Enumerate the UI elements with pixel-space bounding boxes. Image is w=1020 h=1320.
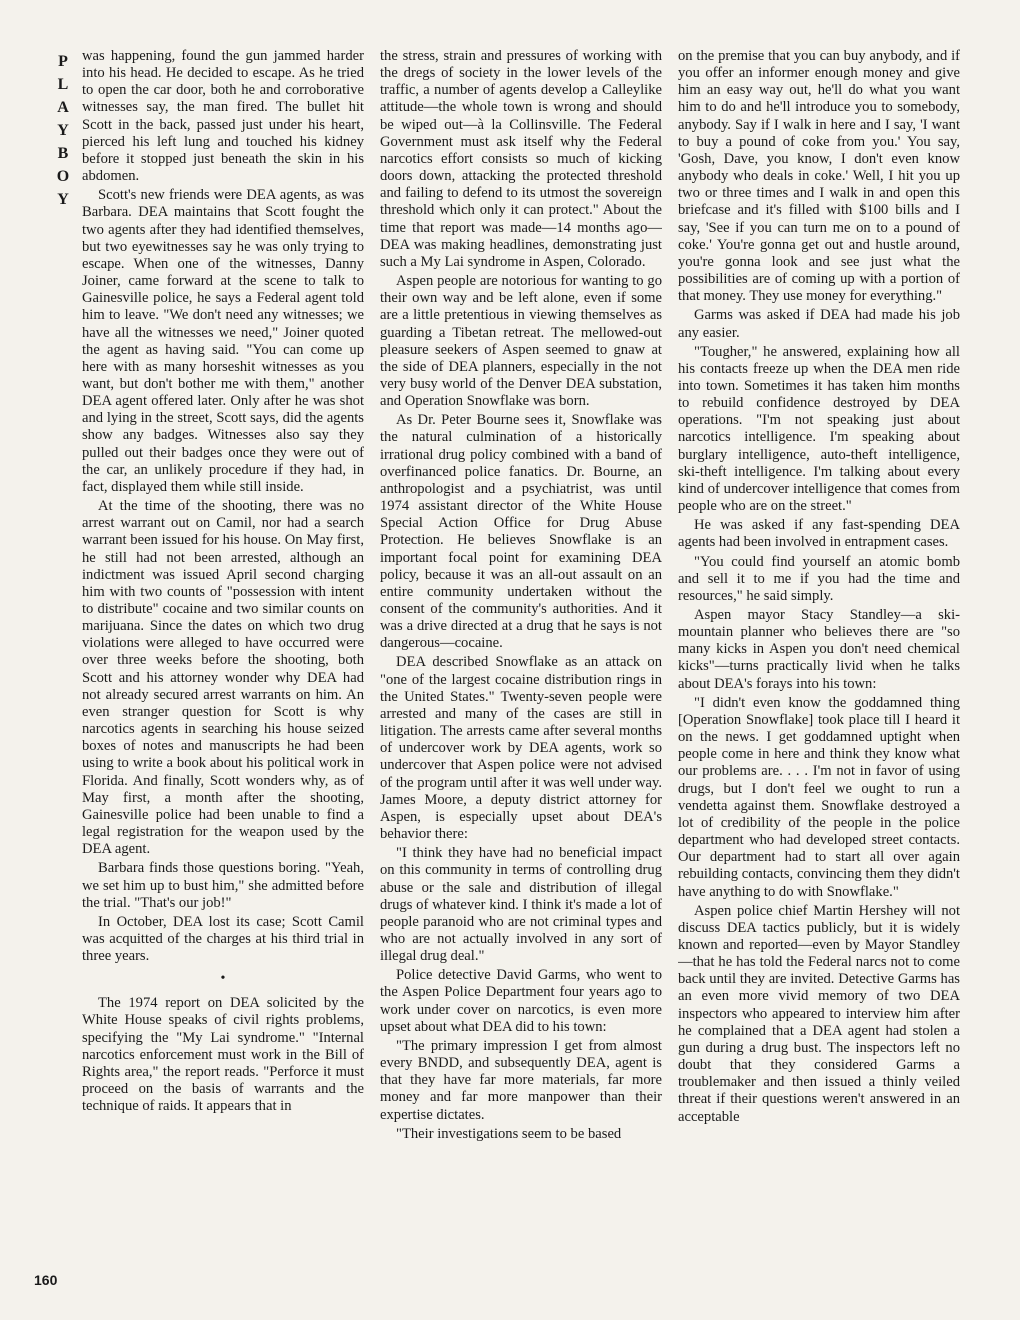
playboy-masthead: [52, 50, 74, 211]
article-paragraph: "Their investigations seem to be based: [396, 1125, 622, 1142]
article-paragraph: At the time of the shooting, there was no arrest warrant out on Camil, nor had a search warrant been issued for his house. On May first, he still had not been arrested, although an indictment was issued April second charging him with two counts of "possession with intent to distribute" cocaine and two similar counts on marijuana. Since the dates on which two drug violations were alleged to have occurred were over three weeks before the shooting, both Scott and his attorney wonder why DEA had not already secured arrest warrants on him. An even stranger question for Scott is why narcotics agents in searching his house seized boxes of notes and manuscripts he had been using to write a book about his political work in Florida. And finally, Scott wonders why, as of May first, a month after the shooting, Gainesville police had been unable to find a legal registration for the weapon used by the DEA agent.: [82, 498, 364, 858]
article-paragraph: He was asked if any fast-spending DEA agents had been involved in entrapment cases.: [678, 517, 960, 551]
article-paragraph: As Dr. Peter Bourne sees it, Snowflake was the natural culmination of a historically irrational drug policy combined with a band of overfinanced police fanatics. Dr. Bourne, an anthropologist and a psychiatrist, was until 1974 assistant director of the White House Special Action Office for Drug Abuse Protection. He believes Snowflake is an important focal point for examining DEA policy, because it was an all-out assault on an entire community undertaken without the consent of the community's authorities. And it was a drive directed at a drug that he says is not dangerous—cocaine.: [380, 412, 662, 652]
section-break-bullet: •: [220, 971, 226, 987]
article-paragraph: Aspen police chief Martin Hershey will not discuss DEA tactics publicly, but it is widely known and reported—even by Mayor Standley—that he has told the Federal narcs not to come back until they are invited. Detective Garms has an even more vivid memory of two DEA inspectors who appeared to interview him after he complained that a DEA agent had stolen a gun during a drug bust. The inspectors left no doubt that they considered Garms a troublemaker and then issued a thinly veiled threat if their questions weren't answered in an acceptable: [678, 902, 960, 1125]
article-paragraph: In October, DEA lost its case; Scott Camil was acquitted of the charges at his third trial in three years.: [82, 913, 364, 965]
article-paragraph: Aspen people are notorious for wanting to go their own way and be left alone, even if some are a little pretentious in viewing themselves as guarding a Tibetan retreat. The mellowed-out pleasure seekers of Aspen seemed to gnaw at the side of DEA planners, especially in the not very busy world of the Denver DEA substation, and Operation Snowflake was born.: [380, 273, 662, 410]
article-column-2: [380, 48, 662, 1288]
masthead-letter: O: [56, 168, 70, 185]
masthead-letter: P: [58, 53, 68, 70]
article-paragraph: Scott's new friends were DEA agents, as was Barbara. DEA maintains that Scott fought the two agents after they had identified themselves, but two eyewitnesses say he was only trying to escape. When one of the witnesses, Danny Joiner, came forward at the scene to talk to Gainesville police, he says a Federal agent told him to leave. "We don't need any witnesses; we have all the witnesses we need," Joiner quoted the agent as having said. "You can come up here with as many horseshit witnesses as you want, but don't bother me with them," another DEA agent offered later. Only after he was shot and lying in the street, Scott says, did the agents show any badges. Witnesses also say they pulled out their badges once they were out of the car, an unlikely procedure if they had, in fact, displayed them while still inside.: [82, 187, 364, 495]
masthead-letter: Y: [57, 122, 69, 139]
article-paragraph: on the premise that you can buy anybody, and if you offer an informer enough money and give him an easy way out, he'll do what you want him to do and he'll introduce you to somebody, anybody. Say if I walk in here and I say, 'I want to buy a pound of coke from you.' You say, 'Gosh, Dave, you know, I don't even know anybody who deals in coke.' Well, I hit you up two or three times and I walk in and open this briefcase and it's filled with $100 bills and I say, 'See if you can turn me on to a pound of coke.' You're gonna get out and hustle around, you're gonna look and see just what the possibilities are of coming up with a portion of that money. They use money for everything.": [678, 48, 960, 305]
masthead-letter: L: [57, 76, 69, 93]
article-paragraph: "I think they have had no beneficial impact on this community in terms of controlling drug abuse or the sale and distribution of illegal drugs of whatever kind. I think it's made a lot of people paranoid who are not criminal types and who are not actually involved in any sort of illegal drug deal.": [380, 845, 662, 965]
article-column-3: [678, 48, 960, 1288]
article-paragraph: Police detective David Garms, who went to the Aspen Police Department four years ago to work under cover on narcotics, is even more upset about what DEA did to his town:: [380, 967, 662, 1035]
article-paragraph: "The primary impression I get from almost every BNDD, and subsequently DEA, agent is that they have far more materials, far more money and far more manpower than their expertise dictates.: [380, 1037, 662, 1123]
page-number: 160: [34, 1272, 58, 1288]
article-paragraph: "Tougher," he answered, explaining how all his contacts freeze up when the DEA men ride into town. Sometimes it has taken him months to rebuild confidence destroyed by DEA operations. "I'm not speaking just about narcotics intelligence. I'm speaking about burglary intelligence, auto-theft intelligence, ski-theft intelligence. I'm talking about every kind of undercover intelligence that comes from people who are on the street.": [678, 343, 960, 515]
masthead-letter: B: [57, 145, 69, 162]
article-paragraph: Garms was asked if DEA had made his job any easier.: [678, 307, 960, 341]
article-paragraph: "I didn't even know the goddamned thing [Operation Snowflake] took place till I heard it on the news. I get goddamned uptight when people come in here and think they know what our problems are. . . . I'm not in favor of using drugs, but I don't feel we ought to run a vendetta against them. Snowflake destroyed a lot of credibility of the people in the police department who had developed street contacts. Our department had to start all over again rebuilding contacts, convincing them they didn't have anything to do with Snowflake.": [678, 694, 960, 900]
article-paragraph: Barbara finds those questions boring. "Yeah, we set him up to bust him," she admitted before the trial. "That's our job!": [82, 860, 364, 911]
masthead-letter: A: [57, 99, 69, 116]
masthead-letter: Y: [57, 191, 69, 208]
article-paragraph: the stress, strain and pressures of working with the dregs of society in the lower levels of the traffic, a number of agents develop a Calleylike attitude—the whole town is wrong and should be wiped out—à la Collinsville. The Federal Government must ask itself why the Federal narcotics effort consists so much of kicking doors down, attacking the protected threshold and failing to defend to its utmost the sovereign threshold which only it can protect." About the time that report was made—14 months ago—DEA was making headlines, demonstrating just such a My Lai syndrome in Aspen, Colorado.: [380, 48, 662, 270]
article-paragraph: DEA described Snowflake as an attack on "one of the largest cocaine distribution rings in the United States." Twenty-seven people were arrested and many of the cases are still in litigation. The arrests came after several months of undercover work by DEA agents, work so undercover that Aspen police were not advised of the program until after it was well under way. James Moore, a deputy district attorney for Aspen, is especially upset about DEA's behavior there:: [380, 654, 662, 843]
article-paragraph: The 1974 report on DEA solicited by the White House speaks of civil rights problems, specifying the "My Lai syndrome." "Internal narcotics enforcement must work in the Bill of Rights area," the report reads. "Perforce it must proceed on the basis of warrants and the technique of raids. It appears that in: [82, 995, 364, 1115]
article-paragraph: "You could find yourself an atomic bomb and sell it to me if you had the time and resources," he said simply.: [678, 553, 960, 604]
article-column-1: [82, 48, 364, 1288]
article-paragraph: was happening, found the gun jammed harder into his head. He decided to escape. As he tried to open the car door, both he and corroborative witnesses say, the man fired. The bullet hit Scott in the back, passed just under his heart, pierced his left lung and touched his kidney before it stopped just beneath the skin in his abdomen.: [82, 48, 364, 185]
article-paragraph: Aspen mayor Stacy Standley—a ski-mountain planner who believes there are "so many kicks in Aspen you don't need chemical kicks"—turns practically livid when he talks about DEA's forays into his town:: [678, 607, 960, 692]
